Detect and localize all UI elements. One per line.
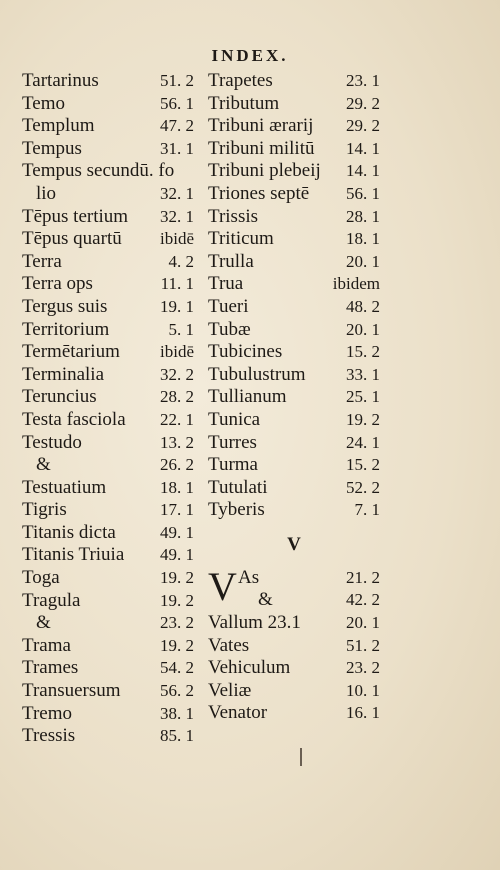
index-entry — [208, 477, 380, 500]
entry-ref: ibidem — [332, 274, 380, 294]
entry-term: Toga — [22, 567, 60, 589]
entry-term: Triticum — [208, 228, 274, 250]
entry-ref: 56. 2 — [160, 681, 194, 701]
index-entry — [208, 115, 380, 138]
entry-term: Venator — [208, 702, 268, 724]
entry-term: Tullianum — [208, 386, 287, 408]
index-entry — [22, 228, 194, 251]
entry-ref: 24. 1 — [346, 432, 380, 452]
entry-ref: 49. 1 — [160, 522, 194, 542]
entry-ref: 23. 2 — [346, 658, 380, 678]
entry-ref: 4. 2 — [168, 251, 194, 271]
index-entry — [22, 386, 194, 409]
entry-term: Trama — [22, 634, 71, 656]
index-entry — [22, 138, 194, 161]
index-entry — [22, 703, 194, 726]
entry-ref: 19. 2 — [160, 590, 194, 610]
entry-term: Tēpus tertium — [22, 205, 129, 227]
index-entry — [208, 499, 380, 522]
index-entry — [22, 93, 194, 116]
index-entry — [22, 319, 194, 342]
entry-term: Veliæ — [208, 679, 252, 701]
index-entry — [22, 635, 194, 658]
entry-ref: 32. 1 — [160, 183, 194, 203]
entry-ref: 54. 2 — [160, 658, 194, 678]
entry-ref: 16. 1 — [346, 703, 380, 723]
index-entry — [22, 657, 194, 680]
section-v-entry-list — [208, 612, 380, 725]
index-entry — [22, 251, 194, 274]
index-entry — [208, 319, 380, 342]
entry-ref: 56. 1 — [160, 93, 194, 113]
entry-term: Titanis dicta — [22, 521, 116, 543]
entry-ref: 20. 1 — [346, 251, 380, 271]
entry-ref: 5. 1 — [168, 319, 194, 339]
entry-ref: 23. 1 — [346, 71, 380, 90]
index-entry — [208, 251, 380, 274]
entry-term: Tigris — [22, 499, 67, 521]
entry-term: Tubicines — [208, 341, 283, 363]
index-entry — [22, 544, 194, 567]
entry-ref: 18. 1 — [346, 229, 380, 249]
page-header: INDEX. — [211, 46, 289, 65]
entry-ref: 13. 2 — [160, 432, 194, 452]
entry-ref: 26. 2 — [160, 455, 194, 475]
index-entry — [22, 680, 194, 703]
index-entry — [208, 93, 380, 116]
index-entry — [208, 612, 380, 635]
entry-term: Temo — [22, 92, 65, 114]
entry-term: Tēpus quartū — [22, 228, 122, 250]
entry-ref: 52. 2 — [346, 477, 380, 497]
index-entry — [22, 454, 194, 477]
entry-term: Turres — [208, 431, 257, 453]
entry-ref: 10. 1 — [346, 680, 380, 700]
index-entry — [208, 702, 380, 725]
entry-term: Tyberis — [208, 499, 265, 521]
entry-term: & — [258, 589, 273, 611]
entry-term: Trapetes — [208, 70, 273, 91]
entry-ref: 19. 1 — [160, 296, 194, 316]
entry-term: Vallum 23.1 — [208, 612, 301, 634]
entry-ref: 28. 1 — [346, 206, 380, 226]
entry-term: Templum — [22, 115, 95, 137]
entry-term: Tribuni ærarij — [208, 115, 314, 137]
index-entry — [208, 386, 380, 409]
index-entry — [22, 477, 194, 500]
left-column — [22, 70, 194, 748]
index-entry — [208, 364, 380, 387]
entry-term: Tueri — [208, 295, 249, 317]
index-entry — [208, 183, 380, 206]
entry-term: Tribuni militū — [208, 137, 315, 159]
entry-ref: 28. 2 — [160, 387, 194, 407]
entry-term: Tutulati — [208, 476, 268, 498]
entry-term: Tempus secundū. fo — [22, 160, 175, 182]
index-entry — [22, 432, 194, 455]
index-entry — [208, 138, 380, 161]
entry-ref: 7. 1 — [354, 500, 380, 520]
entry-term: Tragula — [22, 589, 81, 611]
entry-ref: 31. 1 — [160, 138, 194, 158]
entry-term: Tunica — [208, 408, 261, 430]
entry-term: Testudo — [22, 431, 82, 453]
right-column — [208, 70, 380, 725]
entry-ref: 15. 2 — [346, 342, 380, 362]
index-entry — [22, 341, 194, 364]
entry-term: Trulla — [208, 250, 254, 272]
entry-term: Testa fasciola — [22, 408, 126, 430]
index-entry — [22, 296, 194, 319]
entry-ref: ibidē — [160, 342, 194, 362]
entry-term: Tributum — [208, 92, 280, 114]
entry-term: Tribuni plebeij — [208, 160, 321, 182]
entry-ref: 33. 1 — [346, 364, 380, 384]
index-entry — [22, 115, 194, 138]
entry-term: Vehiculum — [208, 657, 291, 679]
entry-term: & — [36, 454, 51, 476]
index-entry — [22, 183, 194, 206]
index-entry — [22, 364, 194, 387]
index-entry — [208, 160, 380, 183]
entry-ref: 32. 2 — [160, 364, 194, 384]
section-v-second-row — [208, 589, 380, 612]
entry-term: Vates — [208, 634, 250, 656]
entry-term: Tremo — [22, 702, 72, 724]
index-entry — [208, 228, 380, 251]
entry-term: Tartarinus — [22, 70, 99, 91]
entry-term: Titanis Triuia — [22, 544, 125, 566]
entry-ref: 20. 1 — [346, 319, 380, 339]
entry-term: Tergus suis — [22, 295, 108, 317]
entry-ref: 29. 2 — [346, 116, 380, 136]
index-entry — [208, 273, 380, 296]
index-entry — [22, 612, 194, 635]
entry-ref: 19. 2 — [160, 568, 194, 588]
entry-term: Tressis — [22, 725, 76, 747]
entry-term: Testuatium — [22, 476, 107, 498]
dropcap: V — [208, 563, 237, 609]
index-entry — [208, 206, 380, 229]
entry-term: Tempus — [22, 137, 82, 159]
entry-ref: ibidē — [160, 229, 194, 249]
entry-term: Trames — [22, 657, 79, 679]
index-entry — [208, 432, 380, 455]
entry-ref: 32. 1 — [160, 206, 194, 226]
entry-ref: 21. 2 — [346, 567, 380, 587]
entry-ref: 17. 1 — [160, 500, 194, 520]
entry-ref: 51. 2 — [160, 71, 194, 90]
entry-term: Turma — [208, 454, 258, 476]
index-entry — [208, 341, 380, 364]
entry-term: Tubæ — [208, 318, 251, 340]
entry-ref: 20. 1 — [346, 613, 380, 633]
ink-mark — [300, 748, 302, 766]
entry-term: Triones septē — [208, 182, 310, 204]
entry-ref: 48. 2 — [346, 296, 380, 316]
index-entry — [22, 590, 194, 613]
index-entry — [208, 296, 380, 319]
index-entry — [22, 409, 194, 432]
index-entry — [22, 499, 194, 522]
index-entry — [208, 635, 380, 658]
index-entry — [208, 454, 380, 477]
entry-ref: 42. 2 — [346, 590, 380, 610]
entry-ref: 18. 1 — [160, 477, 194, 497]
index-entry — [22, 725, 194, 748]
entry-term: Territorium — [22, 318, 110, 340]
entry-ref: 56. 1 — [346, 183, 380, 203]
entry-term: Tubulustrum — [208, 363, 306, 385]
index-entry — [208, 680, 380, 703]
entry-term: & — [36, 612, 51, 634]
entry-ref: 22. 1 — [160, 409, 194, 429]
index-entry — [22, 522, 194, 545]
entry-term: Termētarium — [22, 341, 120, 363]
entry-ref: 23. 2 — [160, 613, 194, 633]
entry-term: Teruncius — [22, 386, 97, 408]
index-entry — [208, 70, 380, 93]
index-entry — [208, 657, 380, 680]
entry-ref: 19. 2 — [346, 409, 380, 429]
section-heading-v: V — [287, 533, 301, 555]
entry-ref: 51. 2 — [346, 635, 380, 655]
index-entry — [208, 409, 380, 432]
entry-ref: 29. 2 — [346, 93, 380, 113]
index-entry — [22, 160, 194, 183]
entry-term: Trua — [208, 273, 244, 295]
entry-term: Terminalia — [22, 363, 105, 385]
index-entry — [22, 70, 194, 93]
entry-ref: 49. 1 — [160, 545, 194, 565]
entry-ref: 11. 1 — [160, 274, 194, 294]
entry-term: Trissis — [208, 205, 259, 227]
entry-term: Terra — [22, 250, 62, 272]
entry-ref: 47. 2 — [160, 116, 194, 136]
entry-ref: 14. 1 — [346, 138, 380, 158]
entry-term: lio — [36, 182, 57, 204]
index-entry — [22, 273, 194, 296]
entry-ref: 19. 2 — [160, 635, 194, 655]
entry-term: Terra ops — [22, 273, 93, 295]
entry-ref: 14. 1 — [346, 161, 380, 181]
entry-ref: 25. 1 — [346, 387, 380, 407]
index-entry — [22, 567, 194, 590]
index-entry — [22, 206, 194, 229]
entry-ref: 38. 1 — [160, 703, 194, 723]
entry-ref: 85. 1 — [160, 726, 194, 746]
entry-term: As — [238, 566, 260, 588]
entry-ref: 15. 2 — [346, 455, 380, 475]
entry-term: Transuersum — [22, 680, 121, 702]
right-entry-list — [208, 70, 380, 522]
